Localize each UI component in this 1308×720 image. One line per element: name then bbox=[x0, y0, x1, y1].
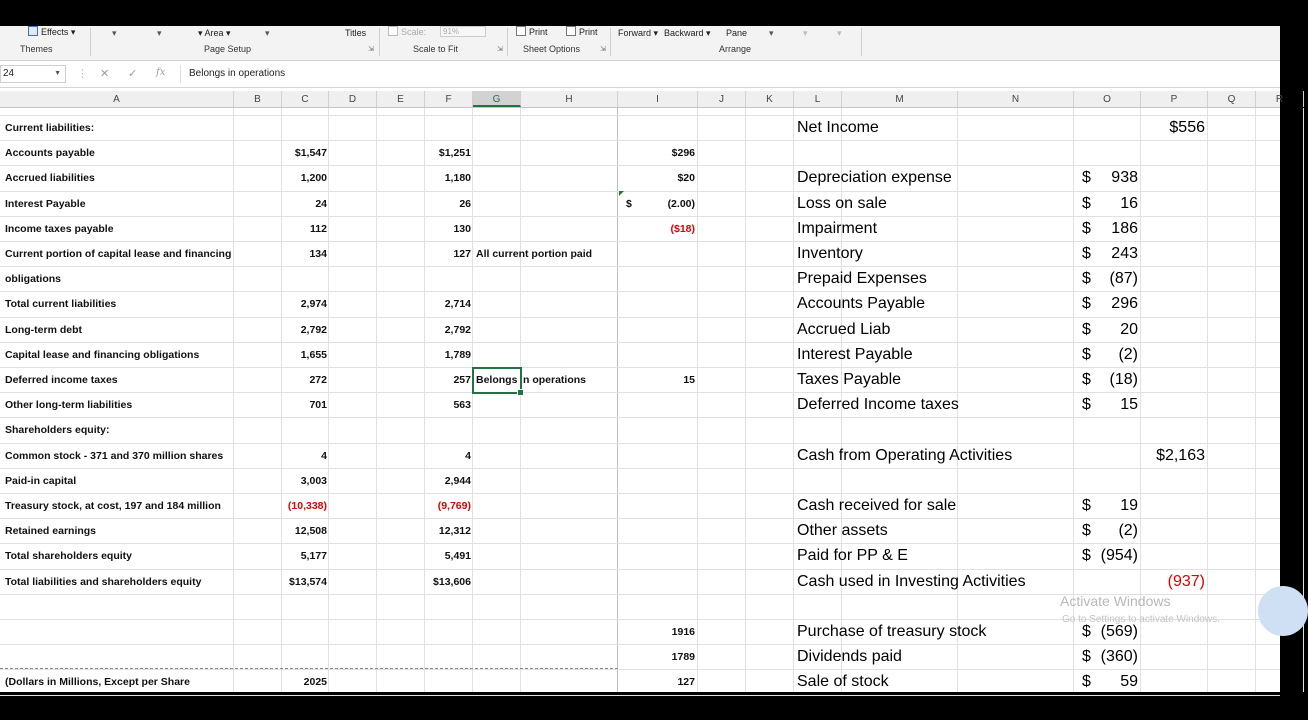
cell-value-c: 112 bbox=[310, 223, 327, 235]
separator bbox=[90, 28, 91, 56]
gridline-horizontal bbox=[0, 468, 1280, 469]
cashflow-currency: $ bbox=[1082, 169, 1091, 186]
cell-value-f: 2,714 bbox=[444, 298, 471, 310]
cashflow-value: (87) bbox=[1109, 270, 1138, 287]
cashflow-currency: $ bbox=[1082, 195, 1091, 212]
column-header-k[interactable]: K bbox=[746, 91, 794, 107]
column-header-f[interactable]: F bbox=[425, 91, 473, 107]
cell-change-i: 1789 bbox=[671, 651, 695, 663]
cell-value-f: 130 bbox=[453, 223, 471, 235]
more-icon: ⋮ bbox=[77, 68, 88, 80]
page-break-line bbox=[0, 668, 618, 669]
cell-value-f: $1,251 bbox=[438, 147, 471, 159]
cashflow-currency: $ bbox=[1082, 522, 1091, 539]
cell-label: Interest Payable bbox=[5, 198, 86, 210]
cell-value-c: 4 bbox=[321, 450, 327, 462]
name-box[interactable]: 24 ▼ bbox=[0, 65, 66, 83]
cell-value-c: 701 bbox=[309, 399, 327, 411]
floating-circle bbox=[1258, 586, 1308, 636]
column-header-r[interactable]: R bbox=[1256, 91, 1304, 107]
cashflow-value: 186 bbox=[1111, 220, 1138, 237]
activate-windows-hint: Go to Settings to activate Windows. bbox=[1062, 614, 1220, 625]
cell-label: (Dollars in Millions, Except per Share bbox=[5, 676, 190, 688]
column-header-j[interactable]: J bbox=[698, 91, 746, 107]
column-header-m[interactable]: M bbox=[842, 91, 958, 107]
cashflow-label: Inventory bbox=[797, 245, 863, 262]
sheet-options-launcher-icon[interactable]: ⇲ bbox=[600, 46, 606, 53]
column-header-b[interactable]: B bbox=[234, 91, 282, 107]
cell-value-c: 134 bbox=[309, 248, 327, 260]
cashflow-currency: $ bbox=[1082, 295, 1091, 312]
cell-label: Long-term debt bbox=[5, 324, 82, 336]
rotate-dropdown[interactable]: ▾ bbox=[837, 28, 842, 38]
cell-value-c: $1,547 bbox=[294, 147, 327, 159]
cell-value-f: 4 bbox=[465, 450, 471, 462]
gridlines-print-checkbox[interactable]: Print bbox=[516, 26, 548, 37]
gridline-horizontal bbox=[0, 695, 1280, 696]
cashflow-label: Interest Payable bbox=[797, 346, 913, 363]
cashflow-label: Taxes Payable bbox=[797, 371, 902, 388]
effects-button[interactable]: Effects ▾ bbox=[28, 26, 75, 38]
cashflow-value: 19 bbox=[1120, 497, 1138, 514]
cell-change-i: $296 bbox=[671, 147, 695, 159]
cashflow-value: 20 bbox=[1120, 321, 1138, 338]
group-dropdown[interactable]: ▾ bbox=[803, 28, 808, 38]
cell-label: obligations bbox=[5, 273, 61, 285]
fill-handle[interactable] bbox=[517, 389, 524, 396]
cell-value-f: 257 bbox=[453, 374, 471, 386]
gridline-horizontal bbox=[0, 569, 1280, 570]
cashflow-label: Depreciation expense bbox=[797, 169, 952, 186]
gridline-horizontal bbox=[0, 140, 1280, 141]
cell-value-c: 1,655 bbox=[300, 349, 327, 361]
cashflow-label: Purchase of treasury stock bbox=[797, 623, 987, 640]
cell-label: Accrued liabilities bbox=[5, 172, 95, 184]
cashflow-label: Cash used in Investing Activities bbox=[797, 573, 1026, 590]
cashflow-label: Cash received for sale bbox=[797, 497, 957, 514]
selection-pane-button[interactable]: Pane bbox=[726, 28, 748, 38]
gridline-vertical bbox=[745, 108, 746, 692]
cashflow-value: (2) bbox=[1118, 346, 1138, 363]
send-backward-button[interactable]: Backward ▾ bbox=[664, 28, 711, 38]
formula-bar bbox=[0, 61, 1280, 88]
gridline-horizontal bbox=[0, 417, 1280, 418]
column-header-n[interactable]: N bbox=[958, 91, 1074, 107]
cell-label: Common stock - 371 and 370 million shares bbox=[5, 450, 224, 462]
cashflow-value: (2) bbox=[1118, 522, 1138, 539]
cashflow-label: Accrued Liab bbox=[797, 321, 891, 338]
gridline-vertical bbox=[1255, 108, 1256, 692]
cashflow-label: Paid for PP & E bbox=[797, 547, 908, 564]
column-header-a[interactable]: A bbox=[0, 91, 234, 107]
cashflow-total: (937) bbox=[1167, 573, 1205, 590]
cashflow-value: 15 bbox=[1120, 396, 1138, 413]
cashflow-currency: $ bbox=[1082, 371, 1091, 388]
column-header-i[interactable]: I bbox=[618, 91, 698, 107]
cashflow-value: (360) bbox=[1100, 648, 1138, 665]
cell-label: Total current liabilities bbox=[5, 298, 117, 310]
cell-label: Current liabilities: bbox=[5, 122, 95, 134]
ribbon bbox=[0, 26, 1280, 61]
cashflow-currency: $ bbox=[1082, 321, 1091, 338]
cashflow-label: Deferred Income taxes bbox=[797, 396, 959, 413]
cancel-icon[interactable]: ✕ bbox=[100, 68, 110, 80]
column-header-c[interactable]: C bbox=[282, 91, 329, 107]
cell-change-i: $20 bbox=[677, 172, 695, 184]
cashflow-value: 296 bbox=[1111, 295, 1138, 312]
cell-value-c: 2025 bbox=[303, 676, 327, 688]
cashflow-label: Impairment bbox=[797, 220, 878, 237]
cell-label: Shareholders equity: bbox=[5, 424, 110, 436]
column-header-l[interactable]: L bbox=[794, 91, 842, 107]
cashflow-currency: $ bbox=[1082, 270, 1091, 287]
cell-value-f: 1,789 bbox=[444, 349, 471, 361]
cell-label: Capital lease and financing obligations bbox=[5, 349, 200, 361]
cell-value-c: $13,574 bbox=[289, 576, 327, 588]
breaks-dropdown[interactable]: ▾ bbox=[265, 28, 270, 38]
gridline-vertical bbox=[328, 108, 329, 692]
cell-value-c: (10,338) bbox=[287, 500, 327, 512]
bring-forward-button[interactable]: Forward ▾ bbox=[618, 28, 659, 38]
cashflow-value: 243 bbox=[1111, 245, 1138, 262]
cell-value-c: 24 bbox=[315, 198, 327, 210]
cell-value-f: $13,606 bbox=[433, 576, 471, 588]
cell-label: Accounts payable bbox=[5, 147, 95, 159]
print-area-button[interactable]: ▾ Area ▾ bbox=[198, 28, 231, 38]
column-header-d[interactable]: D bbox=[329, 91, 377, 107]
gridline-horizontal bbox=[0, 115, 1280, 116]
cashflow-value: (954) bbox=[1100, 547, 1138, 564]
group-scale-to-fit: Scale to Fit bbox=[413, 44, 459, 54]
cell-label: Other long-term liabilities bbox=[5, 399, 133, 411]
cell-value-c: 12,508 bbox=[294, 525, 327, 537]
cell-note-g: Belongs bbox=[476, 374, 518, 386]
cashflow-label: Other assets bbox=[797, 522, 888, 539]
cell-label: Current portion of capital lease and financing bbox=[5, 248, 232, 260]
formula-input[interactable]: Belongs in operations bbox=[180, 65, 1280, 83]
activate-windows-watermark: Activate Windows bbox=[1060, 593, 1171, 609]
cell-value-c: 2,974 bbox=[300, 298, 327, 310]
error-indicator-icon[interactable] bbox=[619, 191, 624, 196]
cell-value-f: 26 bbox=[459, 198, 471, 210]
separator bbox=[507, 28, 508, 56]
group-sheet-options: Sheet Options bbox=[523, 44, 581, 54]
separator bbox=[379, 28, 380, 56]
separator bbox=[610, 28, 611, 56]
cashflow-value: (18) bbox=[1109, 371, 1138, 388]
cell-value-f: (9,769) bbox=[437, 500, 471, 512]
column-header-o[interactable]: O bbox=[1074, 91, 1141, 107]
gridline-vertical bbox=[520, 108, 521, 692]
cell-note-g: All current portion paid bbox=[476, 248, 593, 260]
margins-dropdown[interactable]: ▾ bbox=[112, 28, 117, 38]
cashflow-currency: $ bbox=[1082, 245, 1091, 262]
cashflow-currency: $ bbox=[1082, 547, 1091, 564]
cashflow-currency: $ bbox=[1082, 497, 1091, 514]
column-headers bbox=[0, 91, 1284, 108]
group-arrange: Arrange bbox=[719, 44, 752, 54]
group-page-setup: Page Setup bbox=[204, 44, 252, 54]
cell-label: Paid-in capital bbox=[5, 475, 77, 487]
cell-value-f: 2,792 bbox=[444, 324, 471, 336]
cashflow-value: 59 bbox=[1120, 673, 1138, 690]
cell-value-c: 3,003 bbox=[300, 475, 327, 487]
enter-icon[interactable]: ✓ bbox=[128, 68, 138, 80]
cell-change-i: 127 bbox=[677, 676, 695, 688]
cashflow-currency: $ bbox=[1082, 220, 1091, 237]
cell-value-f: 5,491 bbox=[444, 550, 471, 562]
cell-value-c: 5,177 bbox=[300, 550, 327, 562]
cell-value-c: 2,792 bbox=[300, 324, 327, 336]
cell-value-c: 1,200 bbox=[300, 172, 327, 184]
cashflow-currency: $ bbox=[1082, 623, 1091, 640]
cell-note-h: n operations bbox=[523, 374, 587, 386]
cell-change-i: 15 bbox=[683, 374, 695, 386]
cashflow-label: Cash from Operating Activities bbox=[797, 447, 1013, 464]
cashflow-currency: $ bbox=[1082, 673, 1091, 690]
gridline-vertical bbox=[472, 108, 473, 692]
cell-change-i: ($18) bbox=[670, 223, 695, 235]
cashflow-currency: $ bbox=[1082, 396, 1091, 413]
cell-label: Deferred income taxes bbox=[5, 374, 118, 386]
column-header-p[interactable]: P bbox=[1141, 91, 1208, 107]
cell-change-i: 1916 bbox=[671, 626, 695, 638]
cell-label: Total liabilities and shareholders equity bbox=[5, 576, 202, 588]
cashflow-total: $2,163 bbox=[1156, 447, 1205, 464]
cell-value-f: 563 bbox=[453, 399, 471, 411]
cashflow-label: Net Income bbox=[797, 119, 879, 136]
orientation-dropdown[interactable]: ▾ bbox=[157, 28, 162, 38]
cell-value-f: 127 bbox=[453, 248, 471, 260]
cell-label: Total shareholders equity bbox=[5, 550, 132, 562]
gridline-vertical bbox=[793, 108, 794, 692]
print-titles-button[interactable]: Titles bbox=[345, 28, 367, 38]
chevron-down-icon[interactable]: ▼ bbox=[54, 70, 61, 77]
cell-value-f: 1,180 bbox=[444, 172, 471, 184]
gridline-vertical bbox=[617, 108, 618, 692]
cashflow-label: Accounts Payable bbox=[797, 295, 926, 312]
cell-label: Retained earnings bbox=[5, 525, 97, 537]
selected-cell[interactable] bbox=[472, 367, 522, 394]
scale-input[interactable]: 91% bbox=[440, 26, 486, 37]
cashflow-total: $556 bbox=[1169, 119, 1205, 136]
cashflow-value: (569) bbox=[1100, 623, 1138, 640]
cashflow-value: 938 bbox=[1111, 169, 1138, 186]
column-header-e[interactable]: E bbox=[377, 91, 425, 107]
gridline-vertical bbox=[697, 108, 698, 692]
cashflow-label: Loss on sale bbox=[797, 195, 887, 212]
group-themes: Themes bbox=[20, 44, 53, 54]
insert-function-icon[interactable]: fx bbox=[156, 67, 166, 78]
cashflow-value: 16 bbox=[1120, 195, 1138, 212]
column-header-q[interactable]: Q bbox=[1208, 91, 1256, 107]
cell-label: Treasury stock, at cost, 197 and 184 million bbox=[5, 500, 221, 512]
cell-label: Income taxes payable bbox=[5, 223, 114, 235]
gridline-vertical bbox=[1207, 108, 1208, 692]
align-dropdown[interactable]: ▾ bbox=[769, 28, 774, 38]
column-header-h[interactable]: H bbox=[521, 91, 618, 107]
headings-print-checkbox[interactable]: Print bbox=[566, 26, 598, 37]
cell-value-f: 2,944 bbox=[444, 475, 471, 487]
column-header-g[interactable]: G bbox=[473, 91, 521, 107]
page-setup-launcher-icon[interactable]: ⇲ bbox=[368, 46, 374, 53]
gridline-horizontal bbox=[0, 443, 1280, 444]
cashflow-currency: $ bbox=[1082, 346, 1091, 363]
cell-value-c: 272 bbox=[309, 374, 327, 386]
cashflow-label: Dividends paid bbox=[797, 648, 902, 665]
scale-launcher-icon[interactable]: ⇲ bbox=[497, 46, 503, 53]
cashflow-label: Sale of stock bbox=[797, 673, 889, 690]
cell-change-i: (2.00) bbox=[667, 198, 695, 210]
cell-value-f: 12,312 bbox=[438, 525, 471, 537]
excel-window bbox=[0, 26, 1284, 692]
scale-label: Scale: bbox=[388, 26, 426, 37]
separator bbox=[861, 28, 862, 56]
cashflow-label: Prepaid Expenses bbox=[797, 270, 927, 287]
cell-currency-i: $ bbox=[626, 198, 632, 210]
cashflow-currency: $ bbox=[1082, 648, 1091, 665]
